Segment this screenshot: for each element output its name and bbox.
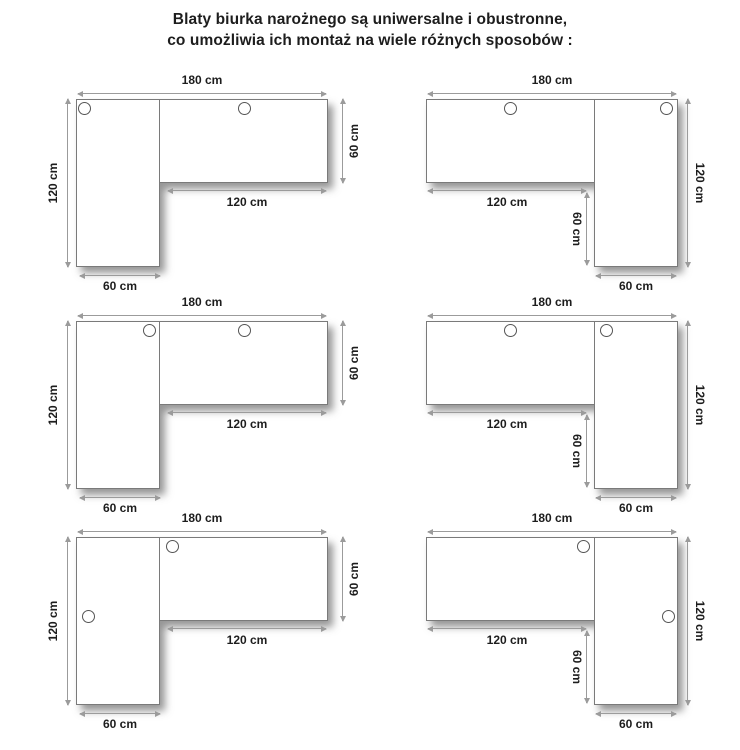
dimension-line-top — [428, 531, 676, 532]
desk-shape — [40, 60, 380, 298]
grommet-hole — [504, 324, 517, 337]
grommet-hole — [504, 102, 517, 115]
dimension-line-right — [687, 99, 688, 267]
grommet-hole — [143, 324, 156, 337]
dimension-line-left — [67, 321, 68, 489]
dimension-label-inner: 60 cm — [570, 649, 584, 685]
page-title — [0, 9, 740, 51]
desk-diagram-middle-right — [384, 282, 724, 520]
grommet-hole — [577, 540, 590, 553]
dimension-label-bottom: 60 cm — [618, 279, 654, 293]
grommet-hole — [166, 540, 179, 553]
dimension-line-top — [78, 93, 326, 94]
grommet-hole — [78, 102, 91, 115]
dimension-line-top — [428, 315, 676, 316]
desk-diagram-bottom-left — [40, 498, 380, 736]
desk-return-panel — [76, 99, 160, 267]
dimension-line-mid — [168, 628, 326, 629]
desk-main-panel — [159, 537, 328, 621]
dimension-line-top — [78, 531, 326, 532]
dimension-label-mid: 120 cm — [486, 633, 528, 647]
dimension-label-left: 120 cm — [46, 162, 60, 204]
dimension-line-mid — [428, 412, 586, 413]
dimension-label-bottom: 60 cm — [102, 717, 138, 731]
dimension-line-right — [687, 537, 688, 705]
dimension-label-left: 120 cm — [46, 384, 60, 426]
dimension-label-bottom: 60 cm — [102, 501, 138, 515]
title-line-2: co umożliwia ich montaż na wiele różnych sposobów : — [167, 32, 573, 49]
dimension-line-bottom — [596, 713, 676, 714]
dimension-label-inner: 60 cm — [570, 211, 584, 247]
dimension-label-top: 180 cm — [181, 73, 223, 87]
dimension-label-top: 180 cm — [531, 295, 573, 309]
dimension-label-mid: 120 cm — [226, 417, 268, 431]
title-line-1: Blaty biurka narożnego są uniwersalne i obustronne, — [172, 11, 568, 28]
grommet-hole — [238, 102, 251, 115]
desk-return-panel — [594, 321, 678, 489]
dimension-label-mid: 120 cm — [486, 195, 528, 209]
grommet-hole — [600, 324, 613, 337]
dimension-line-bottom — [80, 713, 160, 714]
grommet-hole — [82, 610, 95, 623]
dimension-line-bottom — [596, 275, 676, 276]
dimension-line-inner — [586, 193, 587, 265]
dimension-label-right: 60 cm — [347, 123, 361, 159]
dimension-line-top — [428, 93, 676, 94]
dimension-label-mid: 120 cm — [226, 195, 268, 209]
desk-diagram-top-right — [384, 60, 724, 298]
dimension-line-mid — [428, 628, 586, 629]
dimension-label-top: 180 cm — [181, 295, 223, 309]
grommet-hole — [662, 610, 675, 623]
desk-main-panel — [426, 537, 595, 621]
dimension-label-bottom: 60 cm — [618, 717, 654, 731]
dimension-label-top: 180 cm — [531, 511, 573, 525]
dimension-label-left: 120 cm — [46, 600, 60, 642]
dimension-label-bottom: 60 cm — [618, 501, 654, 515]
desk-return-panel — [594, 99, 678, 267]
desk-shape — [40, 498, 380, 736]
dimension-line-mid — [168, 412, 326, 413]
dimension-label-inner: 60 cm — [570, 433, 584, 469]
desk-diagram-top-left — [40, 60, 380, 298]
dimension-line-top — [78, 315, 326, 316]
dimension-line-right — [342, 537, 343, 621]
dimension-line-right — [687, 321, 688, 489]
dimension-label-bottom: 60 cm — [102, 279, 138, 293]
dimension-line-left — [67, 537, 68, 705]
dimension-line-bottom — [80, 275, 160, 276]
dimension-line-inner — [586, 631, 587, 703]
dimension-line-mid — [168, 190, 326, 191]
dimension-label-right: 60 cm — [347, 345, 361, 381]
grommet-hole — [238, 324, 251, 337]
grommet-hole — [660, 102, 673, 115]
dimension-label-right: 60 cm — [347, 561, 361, 597]
dimension-line-right — [342, 321, 343, 405]
desk-diagram-middle-left — [40, 282, 380, 520]
dimension-line-mid — [428, 190, 586, 191]
dimension-label-top: 180 cm — [531, 73, 573, 87]
desk-shape — [40, 282, 380, 520]
dimension-label-right: 120 cm — [693, 384, 707, 426]
desk-diagram-bottom-right — [384, 498, 724, 736]
desk-return-panel — [76, 321, 160, 489]
dimension-label-right: 120 cm — [693, 162, 707, 204]
dimension-line-inner — [586, 415, 587, 487]
dimension-line-left — [67, 99, 68, 267]
dimension-label-mid: 120 cm — [486, 417, 528, 431]
dimension-label-right: 120 cm — [693, 600, 707, 642]
dimension-line-right — [342, 99, 343, 183]
dimension-label-top: 180 cm — [181, 511, 223, 525]
dimension-label-mid: 120 cm — [226, 633, 268, 647]
